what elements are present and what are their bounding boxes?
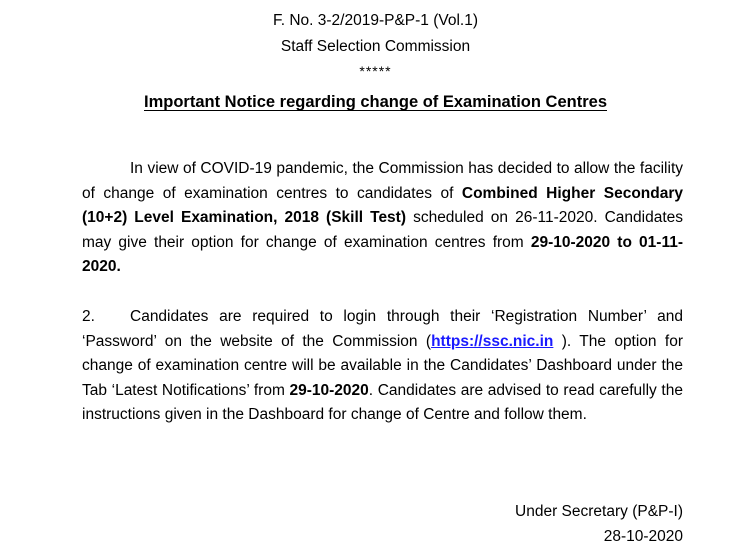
notice-date: 28-10-2020: [603, 528, 683, 545]
signatory-designation: Under Secretary (P&P-I): [515, 503, 683, 520]
exam-name: Combined Higher Secondary (10+2) Level Examination, 2018 (Skill Test): [82, 184, 683, 227]
p1-text-2: scheduled on 26-11-2020. Candidates may give their option for change of examination centres from: [82, 209, 683, 251]
start-date: 29-10-2020: [289, 381, 369, 399]
notice-title-text: Important Notice regarding change of Examination Centres: [144, 93, 607, 111]
p2-text-1: Candidates are required to login through their ‘Registration Number’ and ‘Password’ on the website of the Commission (: [82, 308, 683, 350]
p1-text-1: In view of COVID-19 pandemic, the Commission has decided to allow the facility of change of examination centres to candidates of: [82, 160, 683, 202]
ssc-website-link[interactable]: https://ssc.nic.in: [431, 332, 554, 350]
notice-title: [0, 93, 751, 112]
p2-text-2: ). The option for change of examination centre will be available in the Candidates’ Dashboard under the Tab ‘Latest Notifications’ from: [82, 332, 683, 399]
organization-name: Staff Selection Commission: [280, 38, 471, 55]
p2-text-3: . Candidates are advised to read carefully the instructions given in the Dashboard for change of Centre and follow them.: [82, 381, 683, 424]
paragraph-2: [82, 305, 683, 428]
separator-stars: *****: [359, 63, 392, 79]
file-number: F. No. 3-2/2019-P&P-1 (Vol.1): [272, 12, 479, 29]
paragraph-number: 2.: [82, 308, 95, 325]
paragraph-1: [82, 157, 683, 280]
option-date-range: 29-10-2020 to 01-11-2020.: [82, 233, 684, 276]
